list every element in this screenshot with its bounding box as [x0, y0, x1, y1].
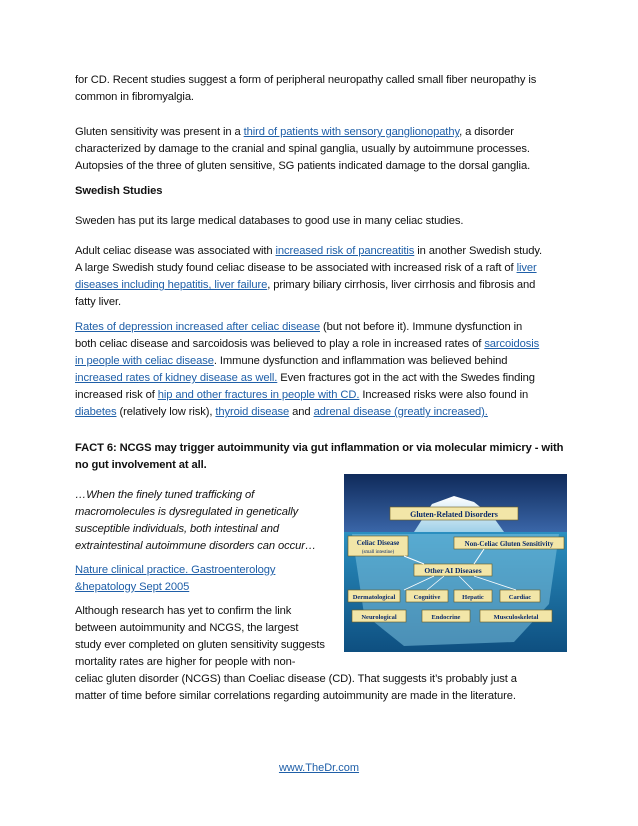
text-line — [75, 404, 565, 421]
link-sarcoidosis-celiac[interactable]: in people with celiac disease — [75, 355, 214, 367]
link-kidney-disease[interactable]: increased rates of kidney disease as well. — [75, 372, 278, 384]
text: (relatively low risk), — [116, 406, 216, 418]
endocrine-label: Endocrine — [431, 614, 461, 621]
text: , a disorder — [459, 126, 514, 138]
link-pancreatitis[interactable]: increased risk of pancreatitis — [275, 245, 415, 257]
text-line: macromolecules is dysregulated in genetically — [75, 506, 299, 518]
text-line: Sweden has put its large medical databases to good use in many celiac studies. — [75, 215, 464, 227]
text-line — [75, 370, 565, 387]
text-line — [75, 124, 565, 141]
text: Adult celiac disease was associated with — [75, 245, 276, 257]
text-line: celiac gluten disorder (NCGS) than Coeliac disease (CD). That suggests it’s probably just a — [75, 673, 517, 685]
link-sarcoidosis[interactable]: sarcoidosis — [484, 338, 540, 350]
fact6-heading — [75, 440, 565, 474]
text: Increased risks were also found in — [359, 389, 529, 401]
section-heading: Swedish Studies — [75, 185, 163, 197]
text-line — [75, 260, 565, 277]
paragraph-pancreatitis — [75, 243, 565, 311]
text-line — [75, 353, 565, 370]
text-line — [75, 336, 565, 353]
paragraph-ganglionopathy — [75, 124, 565, 175]
link-liver[interactable]: liver — [516, 262, 537, 274]
link-adrenal[interactable]: adrenal disease (greatly increased). — [313, 406, 488, 418]
figure-title: Gluten-Related Disorders — [410, 510, 498, 519]
text-line — [75, 319, 565, 336]
text-line: …When the finely tuned trafficking of — [75, 489, 255, 501]
footer — [0, 762, 638, 774]
celiac-sub: (small intestine) — [361, 550, 395, 555]
text: A large Swedish study found celiac disease to be associated with increased risk of a raft of — [75, 262, 517, 274]
text: increased risk of — [75, 389, 158, 401]
neurological-label: Neurological — [361, 614, 397, 621]
citation-link[interactable]: Nature clinical practice. Gastroenterology — [75, 564, 276, 576]
link-depression[interactable]: Rates of depression increased after celiac disease — [75, 321, 320, 333]
link-thyroid[interactable]: thyroid disease — [215, 406, 290, 418]
text-line: for CD. Recent studies suggest a form of peripheral neuropathy called small fiber neuropathy is — [75, 74, 537, 86]
text: and — [289, 406, 314, 418]
ncgs-label: Non-Celiac Gluten Sensitivity — [464, 540, 554, 548]
text-line: Although research has yet to confirm the link — [75, 605, 292, 617]
text: , primary biliary cirrhosis, liver cirrhosis and fibrosis and — [267, 279, 536, 291]
other-ai-label: Other AI Diseases — [424, 566, 482, 575]
link-ganglionopathy[interactable]: third of patients with sensory ganglionopathy — [243, 126, 460, 138]
citation — [75, 562, 343, 596]
text-line: mortality rates are higher for people with non- — [75, 656, 296, 668]
heading-swedish-studies — [75, 183, 565, 200]
text: Gluten sensitivity was present in a — [75, 126, 244, 138]
cardiac-label: Cardiac — [508, 594, 532, 601]
cognitive-label: Cognitive — [413, 594, 441, 601]
citation-link[interactable]: &hepatology Sept 2005 — [75, 581, 190, 593]
celiac-label: Celiac Disease — [356, 539, 400, 547]
text-line — [75, 243, 565, 260]
text-line: between autoimmunity and NCGS, the largest — [75, 622, 299, 634]
paragraph-fibromyalgia — [75, 72, 565, 106]
quote-block — [75, 487, 343, 555]
text-line — [75, 387, 565, 404]
text: both celiac disease and sarcoidosis was believed to play a role in increased rates of — [75, 338, 485, 350]
text: in another Swedish study. — [414, 245, 543, 257]
hepatic-label: Hepatic — [462, 594, 484, 601]
text-line: Autopsies of the three of gluten sensitive, SG patients indicated damage to the dorsal ganglia. — [75, 160, 531, 172]
text-line — [75, 277, 565, 294]
link-liver-diseases[interactable]: diseases including hepatitis, liver failure — [75, 279, 268, 291]
paragraph-sweden — [75, 213, 565, 230]
text-line: extraintestinal autoimmune disorders can occur… — [75, 540, 316, 552]
link-diabetes[interactable]: diabetes — [75, 406, 117, 418]
text: (but not before it). Immune dysfunction in — [320, 321, 523, 333]
text-line: characterized by damage to the cranial and spinal ganglia, usually by autoimmune processes. — [75, 143, 530, 155]
text-line: no gut involvement at all. — [75, 459, 207, 471]
musculoskeletal-label: Musculoskeletal — [493, 614, 539, 621]
text-line: study ever completed on gluten sensitivity suggests — [75, 639, 325, 651]
text-line: susceptible individuals, both intestinal and — [75, 523, 279, 535]
text-line: common in fibromyalgia. — [75, 91, 194, 103]
dermatological-label: Dermatological — [352, 594, 396, 601]
text-line: matter of time before similar correlations regarding autoimmunity are made in the literature. — [75, 690, 516, 702]
text-line: fatty liver. — [75, 296, 122, 308]
footer-link[interactable]: www.TheDr.com — [278, 762, 360, 774]
text: Even fractures got in the act with the Swedes finding — [277, 372, 535, 384]
iceberg-diagram — [344, 474, 567, 652]
paragraph-depression — [75, 319, 565, 421]
text-line: FACT 6: NCGS may trigger autoimmunity via gut inflammation or via molecular mimicry - with — [75, 442, 564, 454]
link-fractures[interactable]: hip and other fractures in people with CD. — [157, 389, 360, 401]
text: . Immune dysfunction and inflammation was believed behind — [213, 355, 508, 367]
